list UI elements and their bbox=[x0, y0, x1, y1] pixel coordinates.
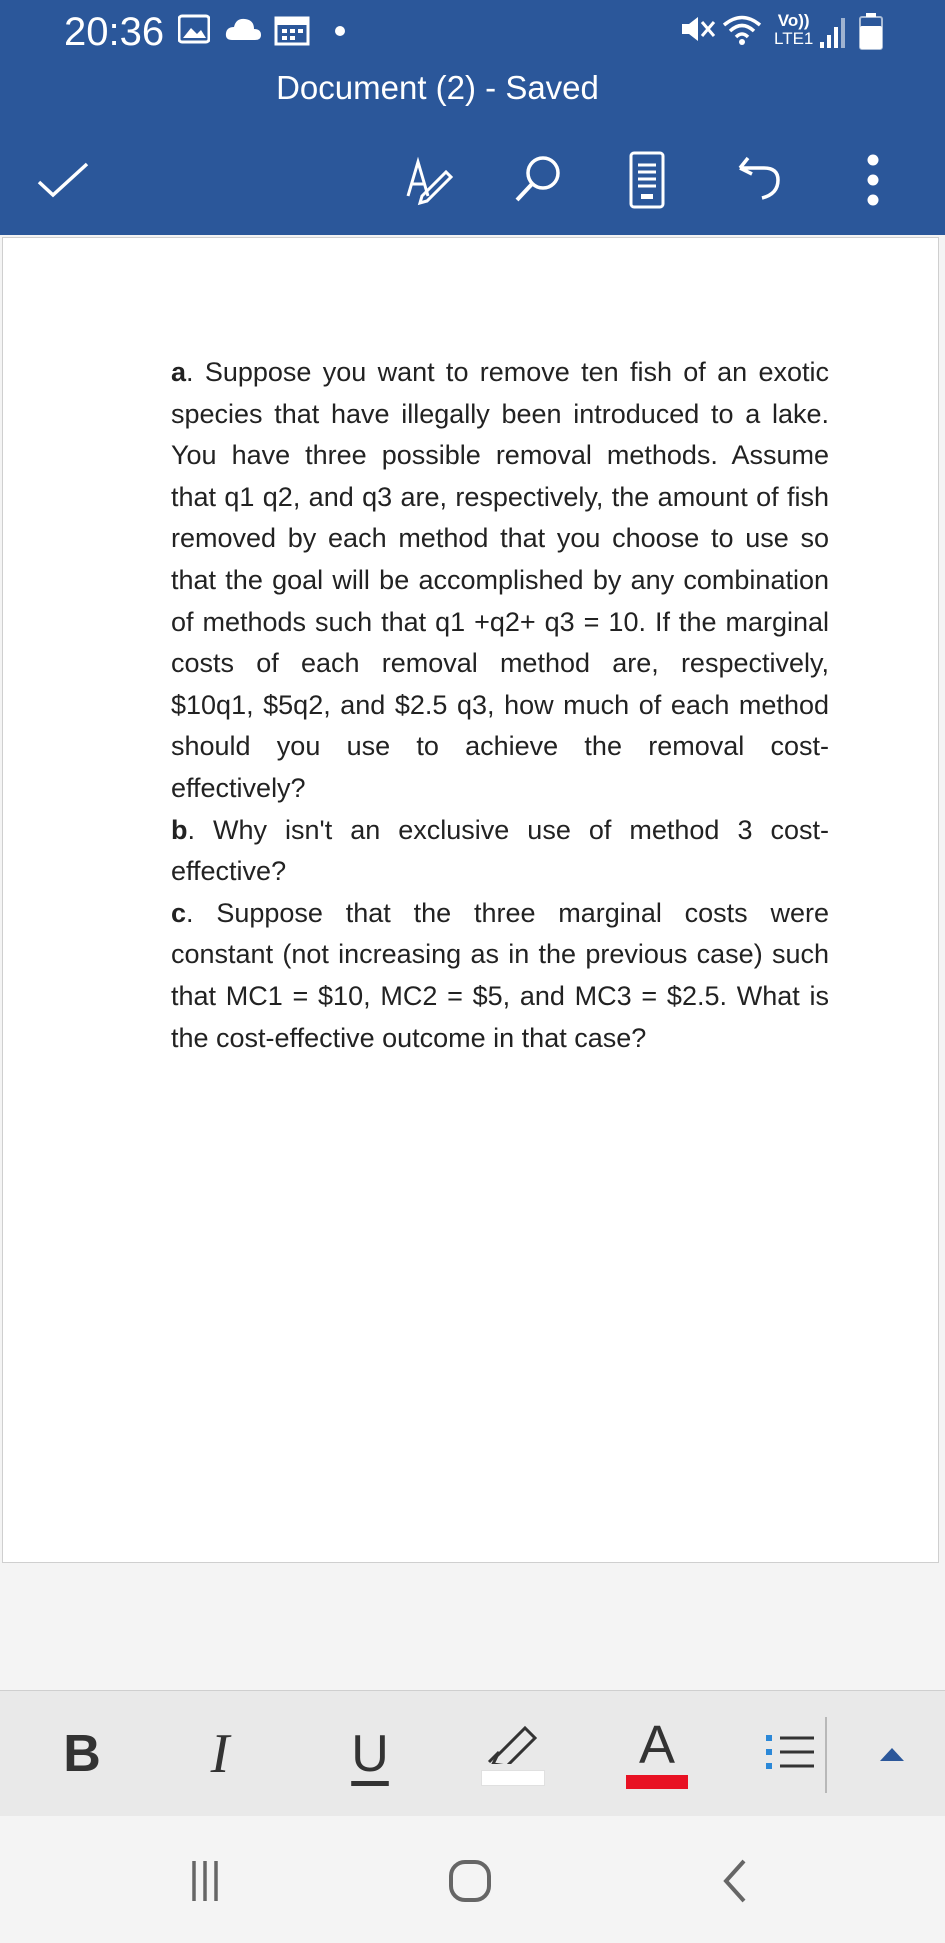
bold-button[interactable]: B bbox=[63, 1724, 101, 1783]
expand-ribbon-button[interactable] bbox=[872, 1691, 912, 1816]
list-button[interactable] bbox=[760, 1691, 830, 1816]
font-color-button[interactable]: A bbox=[624, 1691, 690, 1816]
home-icon bbox=[448, 1859, 492, 1903]
search-icon bbox=[510, 152, 566, 208]
paragraph-a: a. Suppose you want to remove ten fish of an exotic species that have illegally been introduced to a lake. You have three possible removal methods. Assume that q1 q2, and q3 are, respectively, the amount of fish removed by each method that you choose to use so that the goal will be accomplished by any combination of methods such that q1 +q2+ q3 = 10. If the marginal costs of each removal method are, respectively, $10q1, $5q2, and $2.5 q3, how much of each method should you use to achieve the removal cost-effectively? bbox=[171, 357, 829, 803]
phone-layout-icon bbox=[625, 150, 669, 210]
wifi-icon bbox=[722, 14, 762, 51]
paragraph-c: c. Suppose that the three marginal costs were constant (not increasing as in the previous case) such that MC1 = $10, MC2 = $5, and MC3 = $2.5. What is the cost-effective outcome in that case? bbox=[171, 897, 829, 1053]
cloud-icon bbox=[224, 14, 262, 49]
app-header bbox=[0, 0, 945, 235]
undo-button[interactable] bbox=[725, 145, 795, 215]
draw-button[interactable] bbox=[393, 145, 463, 215]
system-navigation-bar bbox=[0, 1816, 945, 1943]
back-icon bbox=[720, 1858, 750, 1904]
document-title: Document (2) - Saved bbox=[276, 69, 599, 106]
home-button[interactable] bbox=[425, 1841, 515, 1921]
caret-up-icon bbox=[879, 1746, 905, 1762]
reading-view-button[interactable] bbox=[612, 145, 682, 215]
battery-icon bbox=[858, 12, 884, 55]
mute-icon bbox=[680, 14, 716, 49]
italic-button[interactable]: I bbox=[210, 1722, 230, 1785]
highlighter-icon bbox=[483, 1722, 543, 1764]
notification-dot-icon bbox=[334, 24, 346, 42]
network-label: Vo)) LTE1 bbox=[774, 11, 814, 48]
formatting-toolbar bbox=[0, 1690, 945, 1817]
recent-apps-button[interactable] bbox=[160, 1841, 250, 1921]
highlight-button[interactable] bbox=[478, 1691, 548, 1816]
bulleted-list-icon bbox=[760, 1709, 830, 1799]
search-button[interactable] bbox=[503, 145, 573, 215]
font-color-swatch bbox=[626, 1775, 688, 1789]
underline-button[interactable]: U bbox=[351, 1724, 389, 1783]
document-body[interactable] bbox=[171, 352, 829, 1059]
back-button[interactable] bbox=[690, 1841, 780, 1921]
recent-apps-icon bbox=[187, 1858, 223, 1904]
paragraph-b: b. Why isn't an exclusive use of method 3 cost-effective? bbox=[171, 814, 829, 887]
signal-icon bbox=[818, 14, 848, 55]
more-options-button[interactable] bbox=[838, 145, 908, 215]
pen-icon bbox=[400, 152, 456, 208]
gallery-icon bbox=[178, 14, 210, 49]
status-time: 20:36 bbox=[64, 10, 165, 54]
more-vertical-icon bbox=[863, 152, 883, 208]
checkmark-icon bbox=[35, 160, 91, 200]
calendar-icon bbox=[274, 14, 310, 51]
highlight-color-swatch bbox=[481, 1770, 545, 1786]
done-button[interactable] bbox=[28, 145, 98, 215]
undo-icon bbox=[732, 152, 788, 208]
